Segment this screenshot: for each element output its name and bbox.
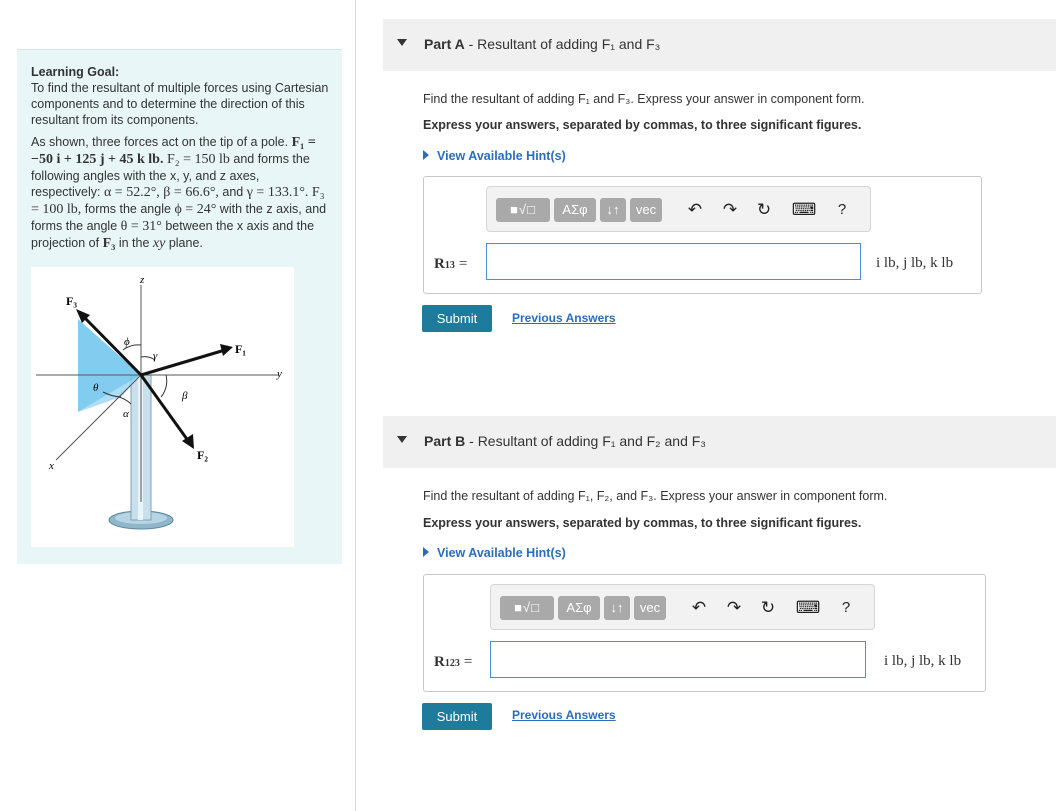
- alpha-value: α = 52.2°,: [103, 185, 160, 200]
- alpha-label: α: [123, 408, 129, 420]
- reset-icon[interactable]: ↻: [760, 598, 776, 617]
- keyboard-icon[interactable]: ⌨: [791, 200, 817, 219]
- beta-arc: [161, 375, 167, 397]
- gamma-label: γ: [153, 350, 158, 362]
- part-b-instruction: Find the resultant of adding F₁, F₂, and F₃. Express your answer in component form.: [423, 489, 888, 503]
- beta-value: β = 66.6°,: [163, 185, 219, 200]
- beta-label: β: [182, 390, 188, 402]
- greek-button[interactable]: ΑΣφ: [554, 198, 596, 222]
- part-a-submit-button[interactable]: Submit: [422, 305, 492, 332]
- theta-value: θ = 31°: [120, 219, 162, 234]
- column-divider: [355, 0, 356, 811]
- subsup-button[interactable]: ↓↑: [600, 198, 626, 222]
- learning-goal-title: Learning Goal:: [31, 65, 120, 79]
- reset-icon[interactable]: ↻: [756, 200, 772, 219]
- force-diagram-svg: [31, 267, 294, 547]
- help-icon[interactable]: ?: [841, 599, 851, 616]
- collapse-triangle-icon[interactable]: [397, 39, 407, 46]
- part-b-view-hints[interactable]: View Available Hint(s): [423, 546, 566, 560]
- caret-right-icon: [423, 150, 429, 160]
- templates-button[interactable]: ■√□: [500, 596, 554, 620]
- r123-label: R123 =: [434, 654, 473, 670]
- learning-goal-description: To find the resultant of multiple forces using Cartesian components and to determine the direction of this resultant from its components.: [31, 81, 329, 127]
- phi-label: ϕ: [124, 336, 130, 348]
- part-a-bold-instruction: Express your answers, separated by commas, to three significant figures.: [423, 118, 862, 132]
- y-axis-label: y: [277, 368, 282, 380]
- math-toolbar: [486, 186, 871, 232]
- part-a-header[interactable]: [383, 19, 1056, 71]
- undo-icon[interactable]: ↶: [687, 200, 703, 219]
- f1-value: F₁ = −50 i + 125 j + 45 k lb.: [31, 135, 316, 167]
- part-b-submit-button[interactable]: Submit: [422, 703, 492, 730]
- f3-label: F₃: [66, 294, 77, 308]
- part-b-bold-instruction: Express your answers, separated by commas, to three significant figures.: [423, 516, 862, 530]
- r13-label: R13 =: [434, 256, 468, 272]
- learning-goal-text: [31, 64, 331, 258]
- f2-value: F₂ = 150 lb: [166, 152, 230, 167]
- greek-button[interactable]: ΑΣφ: [558, 596, 600, 620]
- f3-value: F₃ = 100 lb,: [31, 185, 325, 217]
- redo-icon[interactable]: ↷: [726, 598, 742, 617]
- theta-label: θ: [93, 382, 99, 394]
- part-b-answer-box: [423, 574, 986, 692]
- phi-value: ϕ = 24°: [174, 202, 217, 217]
- caret-right-icon: [423, 547, 429, 557]
- f1-label: F₁: [235, 342, 246, 356]
- force-diagram-figure: [31, 267, 294, 547]
- r13-units: i lb, j lb, k lb: [876, 255, 954, 271]
- part-a-answer-box: [423, 176, 982, 294]
- keyboard-icon[interactable]: ⌨: [795, 598, 821, 617]
- part-a-title: Part A - Resultant of adding F₁ and F₃: [424, 36, 661, 52]
- alpha-arc: [119, 397, 131, 404]
- math-toolbar: [490, 584, 875, 630]
- part-a-previous-answers-link[interactable]: Previous Answers: [512, 311, 616, 325]
- part-a-instruction: Find the resultant of adding F₁ and F₃. Express your answer in component form.: [423, 92, 865, 106]
- r13-input[interactable]: [486, 243, 861, 280]
- part-b-title: Part B - Resultant of adding F₁ and F₂ and F₃: [424, 433, 707, 449]
- collapse-triangle-icon[interactable]: [397, 436, 407, 443]
- vec-button[interactable]: vec: [634, 596, 666, 620]
- redo-icon[interactable]: ↷: [722, 200, 738, 219]
- z-axis-label: z: [140, 274, 145, 286]
- r123-input[interactable]: [490, 641, 866, 678]
- f1-arrowhead: [220, 344, 233, 356]
- part-b-previous-answers-link[interactable]: Previous Answers: [512, 708, 616, 722]
- f2-label: F₂: [197, 448, 208, 462]
- vec-button[interactable]: vec: [630, 198, 662, 222]
- undo-icon[interactable]: ↶: [691, 598, 707, 617]
- x-axis-label: x: [49, 460, 54, 472]
- r123-units: i lb, j lb, k lb: [884, 653, 962, 669]
- problem-statement: As shown, three forces act on the tip of a pole. F₁ = −50 i + 125 j + 45 k lb. F₂ = 150 lb and forms the following angles with the x, y, and z axes, respectively: α = 52.2°, β = 66.6°, and γ = 133.1°. F₃ = 100 lb, forms the angle ϕ = 24° with the z axis, and forms the angle θ = 31° between the x axis and the projection of F₃ in the xy plane.: [31, 135, 327, 251]
- templates-button[interactable]: ■√□: [496, 198, 550, 222]
- gamma-value: γ = 133.1°.: [246, 185, 309, 200]
- help-icon[interactable]: ?: [837, 201, 847, 218]
- part-a-view-hints[interactable]: View Available Hint(s): [423, 149, 566, 163]
- learning-goal-panel: [17, 49, 342, 564]
- part-b-header[interactable]: [383, 416, 1056, 468]
- subsup-button[interactable]: ↓↑: [604, 596, 630, 620]
